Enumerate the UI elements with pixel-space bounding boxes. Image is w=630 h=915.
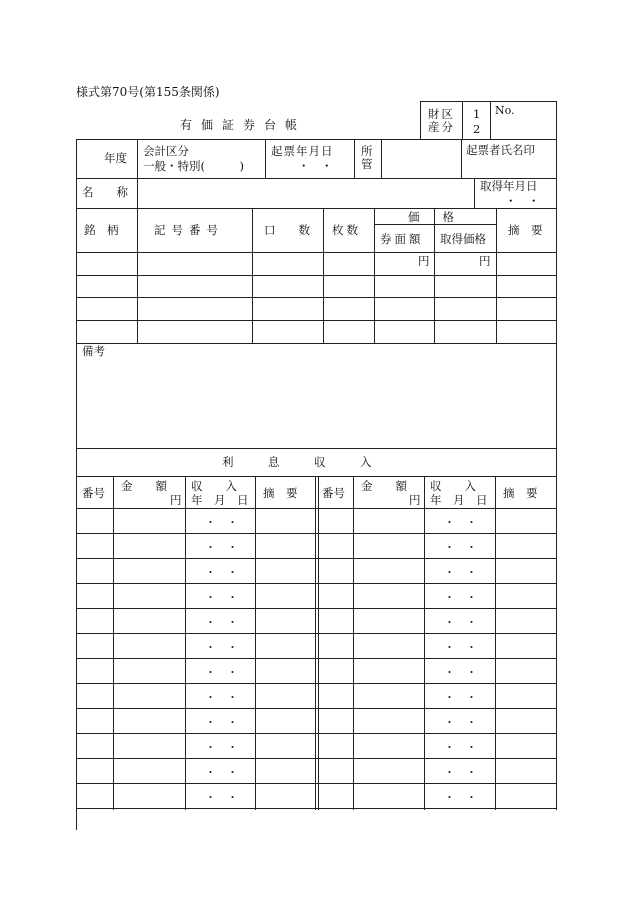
rule-v: [185, 476, 186, 810]
rule-h: [76, 320, 556, 321]
rule-v: [315, 476, 316, 810]
rule-h: [76, 558, 556, 559]
kakaku-header: 価 格: [408, 210, 454, 224]
meigara-header: 銘 柄: [84, 223, 119, 237]
interest-date-dots: ・ ・: [444, 766, 477, 779]
rule-h: [76, 658, 556, 659]
shutoku-date-dots: ・ ・: [505, 194, 540, 208]
rule-v: [137, 178, 138, 208]
meisho-label: 名 称: [82, 185, 128, 199]
rule-v: [434, 224, 435, 252]
remarks-label: 備考: [82, 344, 105, 358]
interest-tekiyo-left: 摘 要: [263, 486, 298, 500]
rule-h: [76, 252, 556, 253]
rule-v: [318, 476, 319, 810]
rule-h: [76, 139, 556, 140]
rule-v: [137, 139, 138, 178]
rule-h: [76, 275, 556, 276]
rule-v: [255, 476, 256, 810]
interest-date-dots: ・ ・: [205, 616, 238, 629]
rule-v: [265, 139, 266, 178]
interest-date-dots: ・ ・: [444, 716, 477, 729]
rule-v: [474, 178, 475, 208]
rule-h: [76, 783, 556, 784]
rule-v: [462, 101, 463, 139]
rule-h: [76, 508, 556, 509]
rule-h: [76, 343, 556, 344]
interest-bango-left: 番号: [82, 486, 105, 500]
interest-tekiyo-right: 摘 要: [503, 486, 538, 500]
interest-date-dots: ・ ・: [205, 666, 238, 679]
rule-h: [76, 583, 556, 584]
interest-date-dots: ・ ・: [205, 516, 238, 529]
interest-date-dots: ・ ・: [444, 791, 477, 804]
interest-date-left: 年 月 日: [191, 493, 249, 507]
interest-bango-right: 番号: [322, 486, 345, 500]
interest-kingaku-right: 金 額: [361, 479, 407, 493]
interest-shunyu-right: 収 入: [430, 479, 476, 493]
tekiyo-header: 摘 要: [508, 223, 543, 237]
kenmen-yen: 円: [418, 254, 430, 268]
kuchisu-header: 口 数: [264, 223, 310, 237]
interest-date-dots: ・ ・: [444, 641, 477, 654]
kihyo-date-dots: ・ ・: [298, 159, 333, 173]
interest-date-dots: ・ ・: [444, 516, 477, 529]
rule-h: [76, 608, 556, 609]
rule-v: [353, 476, 354, 810]
interest-date-dots: ・ ・: [444, 541, 477, 554]
interest-yen-right: 円: [409, 493, 421, 507]
interest-date-dots: ・ ・: [205, 791, 238, 804]
form-number: 様式第70号(第155条関係): [76, 85, 220, 99]
interest-date-dots: ・ ・: [205, 741, 238, 754]
header-top-rule: [420, 101, 556, 102]
interest-date-dots: ・ ・: [205, 641, 238, 654]
interest-section-title: 利 息 収 入: [222, 455, 372, 469]
rule-v: [490, 101, 491, 139]
rule-v: [461, 139, 462, 178]
rule-h: [76, 808, 556, 809]
shutoku-yen: 円: [479, 254, 491, 268]
interest-date-dots: ・ ・: [444, 741, 477, 754]
rule-h: [76, 633, 556, 634]
interest-date-dots: ・ ・: [444, 566, 477, 579]
rule-v: [354, 139, 355, 178]
interest-date-dots: ・ ・: [205, 566, 238, 579]
kenmen-gaku-header: 券面額: [380, 232, 424, 246]
interest-shunyu-left: 収 入: [191, 479, 237, 493]
interest-date-dots: ・ ・: [205, 766, 238, 779]
interest-date-dots: ・ ・: [444, 591, 477, 604]
rule-v: [556, 139, 557, 810]
interest-yen-left: 円: [170, 493, 182, 507]
zaisan-kubun-label: 財区 産分: [428, 107, 455, 134]
rule-h: [374, 224, 496, 225]
rule-h: [76, 708, 556, 709]
rule-h: [76, 448, 556, 449]
page-title: 有価証券台帳: [180, 118, 307, 132]
rule-v: [420, 101, 421, 139]
rule-h: [76, 533, 556, 534]
nendo-label: 年度: [104, 151, 127, 165]
kigo-bango-header: 記号番号: [154, 223, 224, 237]
interest-date-dots: ・ ・: [205, 591, 238, 604]
interest-date-dots: ・ ・: [444, 666, 477, 679]
shokan-label: 所 管: [361, 144, 373, 171]
interest-date-dots: ・ ・: [444, 691, 477, 704]
interest-date-dots: ・ ・: [444, 616, 477, 629]
interest-date-dots: ・ ・: [205, 716, 238, 729]
rule-v: [495, 476, 496, 810]
rule-h: [76, 683, 556, 684]
maisu-header: 枚数: [332, 223, 361, 237]
rule-v: [424, 476, 425, 810]
kihyo-date-label: 起票年月日: [271, 144, 334, 158]
shutoku-date-label: 取得年月日: [480, 179, 538, 193]
rule-h: [76, 733, 556, 734]
rule-v: [381, 139, 382, 178]
rule-v: [76, 139, 77, 830]
shutoku-kakaku-header: 取得価格: [440, 232, 486, 246]
rule-h: [76, 476, 556, 477]
rule-h: [76, 758, 556, 759]
rule-h: [76, 297, 556, 298]
rule-v: [556, 101, 557, 139]
kaikei-kubun-label: 会計区分: [143, 144, 189, 158]
interest-date-dots: ・ ・: [205, 691, 238, 704]
interest-kingaku-left: 金 額: [121, 479, 167, 493]
kubun-option-2: 2: [473, 122, 481, 136]
no-label: No.: [495, 104, 515, 117]
interest-date-right: 年 月 日: [430, 493, 488, 507]
kubun-option-1: 1: [473, 107, 481, 121]
rule-v: [113, 476, 114, 810]
rule-h: [76, 208, 556, 209]
kihyosha-label: 起票者氏名印: [466, 143, 535, 157]
kaikei-kubun-options: 一般・特別( ): [143, 159, 244, 173]
interest-date-dots: ・ ・: [205, 541, 238, 554]
